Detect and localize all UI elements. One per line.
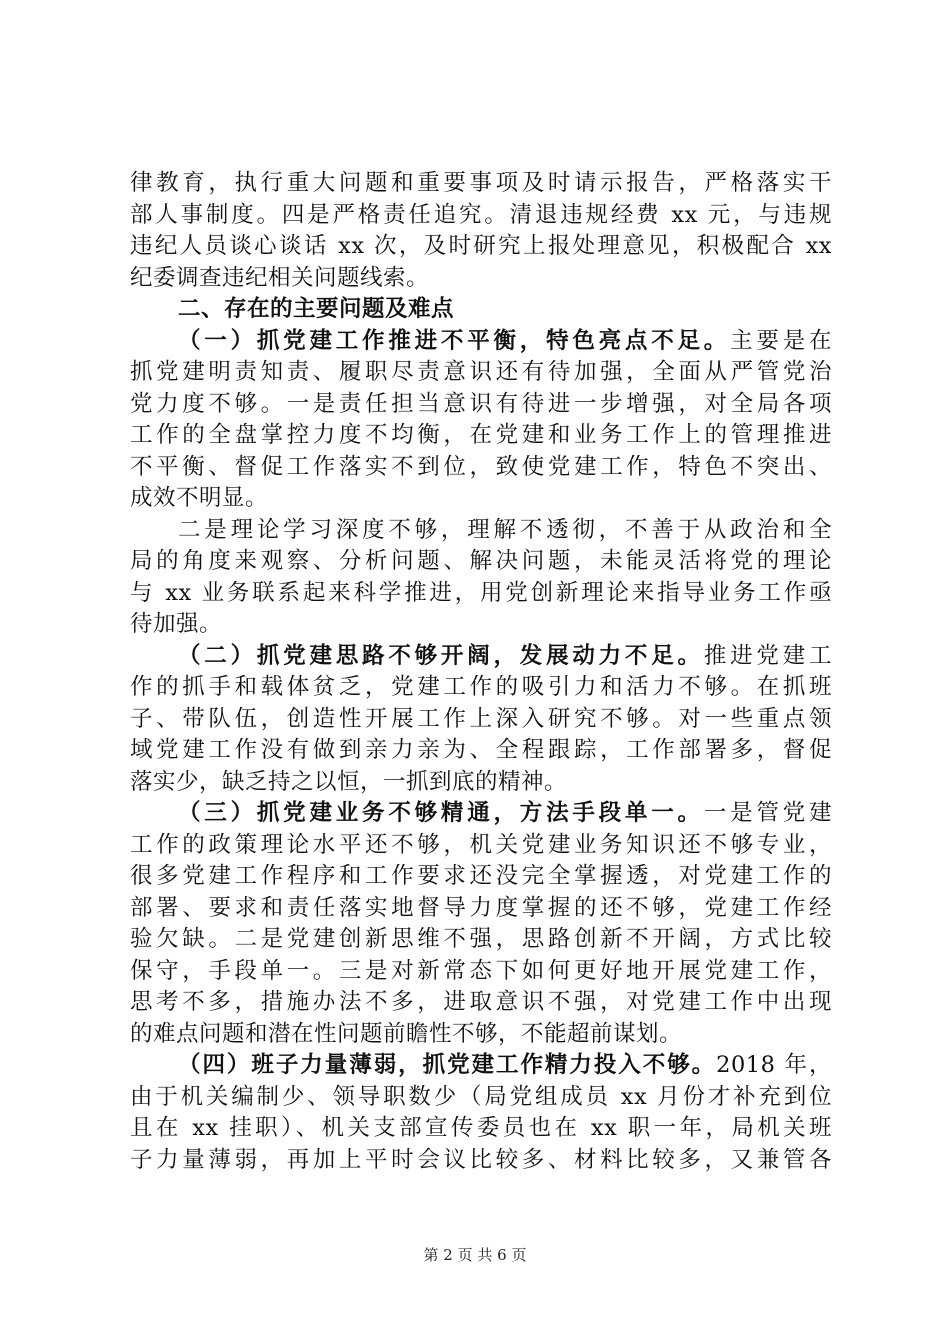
text-run: 与 xx 业务联系起来科学推进，用党创新理论来指导业务工作亟 bbox=[130, 579, 832, 606]
text-run: 验欠缺。二是党建创新思维不强，思路创新不开阔，方式比较 bbox=[130, 926, 832, 952]
text-run: 违纪人员谈心谈话 xx 次，及时研究上报处理意见，积极配合 xx bbox=[130, 233, 832, 259]
text-run: 律教育，执行重大问题和重要事项及时请示报告，严格落实干 bbox=[130, 170, 832, 196]
text-run: 待加强。 bbox=[130, 611, 223, 637]
text-line bbox=[130, 956, 832, 988]
text-run: 部署、要求和责任落实地督导力度掌握的还不够，党建工作经 bbox=[130, 894, 832, 921]
text-line bbox=[130, 326, 832, 358]
text-run: 子力量薄弱，再加上平时会议比较多、材料比较多，又兼管各 bbox=[130, 1146, 832, 1173]
text-line bbox=[130, 1113, 832, 1145]
text-line bbox=[130, 1082, 832, 1114]
text-line bbox=[130, 987, 832, 1019]
text-line bbox=[130, 420, 832, 452]
text-run: 且在 xx 挂职）、机关支部宣传委员也在 xx 职一年，局机关班 bbox=[130, 1115, 832, 1141]
text-run: 党力度不够。一是责任担当意识有待进一步增强，对全局各项 bbox=[130, 390, 832, 417]
text-line bbox=[130, 798, 832, 830]
bold-run: （二）抓党建思路不够开阔，发展动力不足。 bbox=[178, 642, 704, 669]
text-line bbox=[130, 546, 832, 578]
text-line bbox=[130, 830, 832, 862]
text-line bbox=[130, 515, 832, 547]
text-line bbox=[130, 893, 832, 925]
text-run: 主要是在 bbox=[730, 327, 832, 354]
text-run: 工作的政策理论水平还不够，机关党建业务知识还不够专业， bbox=[130, 831, 832, 858]
text-line bbox=[130, 200, 832, 232]
text-run: 2018 年， bbox=[716, 1052, 832, 1078]
text-line bbox=[130, 1145, 832, 1177]
text-line bbox=[130, 704, 832, 736]
text-line bbox=[130, 672, 832, 704]
text-line bbox=[130, 924, 832, 956]
text-line bbox=[130, 168, 832, 200]
text-run: 部人事制度。四是严格责任追究。清退违规经费 xx 元，与违规 bbox=[130, 201, 832, 228]
text-line bbox=[130, 1019, 832, 1051]
text-run: 二是理论学习深度不够，理解不透彻，不善于从政治和全 bbox=[178, 516, 832, 543]
text-run: 域党建工作没有做到亲力亲为、全程跟踪，工作部署多，督促 bbox=[130, 737, 832, 763]
text-line bbox=[130, 609, 832, 641]
text-line bbox=[130, 452, 832, 484]
text-run: 很多党建工作程序和工作要求还没完全掌握透，对党建工作的 bbox=[130, 863, 832, 889]
text-run: 落实少，缺乏持之以恒，一抓到底的精神。 bbox=[130, 768, 568, 795]
text-run: 局的角度来观察、分析问题、解决问题，未能灵活将党的理论 bbox=[130, 548, 832, 574]
text-run: 的难点问题和潜在性问题前瞻性不够，不能超前谋划。 bbox=[130, 1020, 683, 1047]
bold-run: （三）抓党建业务不够精通，方法手段单一。 bbox=[178, 800, 704, 826]
text-line bbox=[130, 483, 832, 515]
text-line bbox=[130, 861, 832, 893]
text-run: 工作的全盘掌控力度不均衡，在党建和业务工作上的管理推进 bbox=[130, 422, 832, 448]
body-text bbox=[130, 168, 832, 1176]
text-line bbox=[130, 389, 832, 421]
text-line bbox=[130, 641, 832, 673]
text-run: 一是管党建 bbox=[703, 800, 832, 826]
text-line bbox=[130, 357, 832, 389]
text-line bbox=[130, 231, 832, 263]
text-line bbox=[130, 767, 832, 799]
text-run: 思考不多，措施办法不多，进取意识不强，对党建工作中出现 bbox=[130, 989, 832, 1015]
page-footer: 第 2 页 共 6 页 bbox=[423, 1246, 527, 1264]
bold-run: （一）抓党建工作推进不平衡，特色亮点不足。 bbox=[178, 327, 731, 354]
text-run: 子、带队伍，创造性开展工作上深入研究不够。对一些重点领 bbox=[130, 705, 832, 732]
text-run: 推进党建工 bbox=[703, 642, 832, 669]
text-run: 由于机关编制少、领导职数少（局党组成员 xx 月份才补充到位 bbox=[130, 1083, 832, 1110]
text-run: 保守，手段单一。三是对新常态下如何更好地开展党建工作， bbox=[130, 957, 832, 984]
text-line bbox=[130, 263, 832, 295]
text-line bbox=[130, 294, 832, 326]
text-run: 成效不明显。 bbox=[130, 485, 269, 511]
bold-run: （四）班子力量薄弱，抓党建工作精力投入不够。 bbox=[178, 1052, 717, 1078]
bold-run: 二、存在的主要问题及难点 bbox=[178, 296, 455, 322]
text-line bbox=[130, 735, 832, 767]
text-run: 纪委调查违纪相关问题线索。 bbox=[130, 264, 430, 291]
text-line bbox=[130, 1050, 832, 1082]
text-run: 作的抓手和载体贫乏，党建工作的吸引力和活力不够。在抓班 bbox=[130, 674, 832, 700]
text-line bbox=[130, 578, 832, 610]
text-run: 抓党建明责知责、履职尽责意识还有待加强，全面从严管党治 bbox=[130, 359, 832, 385]
text-run: 不平衡、督促工作落实不到位，致使党建工作，特色不突出、 bbox=[130, 453, 832, 480]
